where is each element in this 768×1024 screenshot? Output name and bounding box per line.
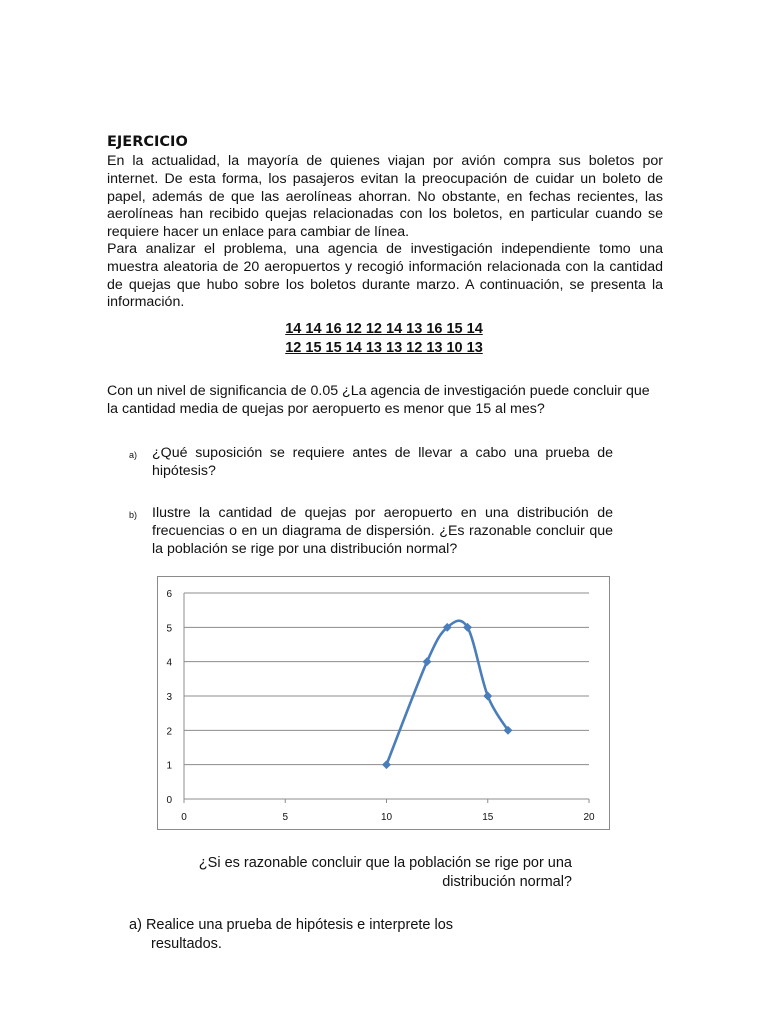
y-tick-label-1: 1	[166, 760, 172, 772]
item-a-label: a)	[129, 450, 138, 460]
context-paragraph: Para analizar el problema, una agencia de investigación independiente tomo una muestra aleatoria de 20 aeropuertos y recogió información relacionada con la cantidad de quejas que hubo sobre los boletos durante marzo. A continuación, se presenta la información.	[107, 241, 663, 311]
y-tick-label-5: 5	[166, 623, 172, 635]
intro-paragraph: En la actualidad, la mayoría de quienes viajan por avión compra sus boletos por internet. De esta forma, los pasajeros evitan la preocupación de cuidar un boleto de papel, además de que las aerolíneas ahorran. No obstante, en fechas recientes, las aerolíneas han recibido quejas relacionadas con los boletos, en particular cuando se requiere hacer un enlace para cambiar de línea.	[107, 153, 663, 241]
followup-line-2: distribución normal?	[442, 874, 572, 890]
x-tick-label-20: 20	[583, 812, 595, 823]
final-item-text-1: Realice una prueba de hipótesis e interprete los	[145, 917, 454, 933]
data-row-1: 14 14 16 12 12 14 13 16 15 14	[285, 321, 483, 337]
data-row-2: 12 15 15 14 13 13 12 13 10 13	[285, 340, 483, 356]
series-line-0	[387, 621, 509, 765]
x-tick-label-0: 0	[181, 812, 187, 823]
y-tick-label-0: 0	[166, 795, 172, 806]
item-b-text: Ilustre la cantidad de quejas por aeropuerto en una distribución de frecuencias o en un diagrama de dispersión. ¿Es razonable concluir que la población se rige por una distribución normal?	[152, 505, 613, 557]
data-point-12-4	[423, 657, 431, 665]
item-a-text: ¿Qué suposición se requiere antes de llevar a cabo una prueba de hipótesis?	[152, 445, 613, 479]
final-item-line-2: resultados.	[151, 936, 222, 952]
item-b-label: b)	[129, 510, 138, 520]
x-tick-label-5: 5	[282, 812, 289, 823]
followup-line-1: ¿Si es razonable concluir que la población se rige por una	[198, 855, 572, 871]
x-tick-label-10: 10	[380, 812, 393, 823]
followup-question	[180, 854, 572, 892]
final-item	[129, 916, 509, 954]
y-tick-label-2: 2	[166, 726, 172, 738]
data-point-10-1	[382, 760, 390, 768]
data-point-15-3	[484, 692, 492, 700]
x-tick-label-15: 15	[482, 812, 494, 823]
scatter-chart	[157, 576, 610, 830]
final-item-label: a)	[129, 917, 142, 933]
y-tick-label-4: 4	[166, 657, 172, 669]
exercise-heading: EJERCICIO	[107, 134, 188, 150]
y-tick-label-3: 3	[166, 692, 172, 703]
final-item-line-1	[129, 916, 509, 935]
chart-svg	[158, 577, 609, 829]
y-tick-label-6: 6	[166, 589, 172, 600]
main-question: Con un nivel de significancia de 0.05 ¿La agencia de investigación puede concluir que la cantidad media de quejas por aeropuerto es menor que 15 al mes?	[107, 383, 650, 417]
